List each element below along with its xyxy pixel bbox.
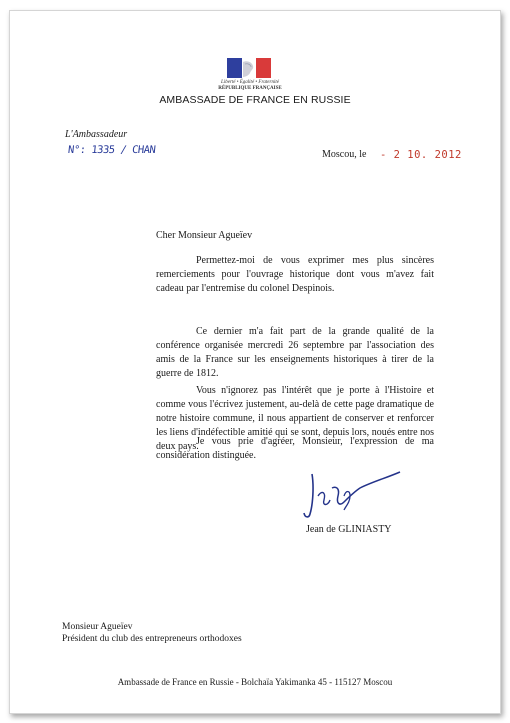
salutation: Cher Monsieur Agueïev <box>156 230 253 241</box>
handwritten-signature <box>300 466 410 528</box>
signer-name: Jean de GLINIASTY <box>306 524 392 535</box>
letter-page <box>9 10 501 714</box>
dateline-place: Moscou, le <box>322 149 367 160</box>
recipient-role: Président du club des entrepreneurs orthodoxes <box>62 634 242 644</box>
body-paragraph: Ce dernier m'a fait part de la grande qualité de la conférence organisée mercredi 26 septembre par l'association des amis de la France sur les enseignements historiques à tirer de la guerre de 1812. <box>156 326 434 379</box>
recipient-name: Monsieur Agueïev <box>62 622 133 632</box>
body-paragraph: Vous n'ignorez pas l'intérêt que je porte à l'Histoire et comme vous l'écrivez justement, au-delà de cette page dramatique de notre histoire commune, il nous appartient de conserver et renforcer les liens d'indéfectible amitié qui se sont, depuis lors, noués entre nos deux pays. <box>156 385 434 452</box>
footer-address: Ambassade de France en Russie - Bolchaïa Yakimanka 45 - 115127 Moscou <box>117 677 393 687</box>
closing-paragraph: Je vous prie d'agréer, Monsieur, l'expression de ma considération distinguée. <box>156 436 434 461</box>
logo-republic-label: RÉPUBLIQUE FRANÇAISE <box>218 86 282 91</box>
body-paragraph: Permettez-moi de vous exprimer mes plus sincères remerciements pour l'ouvrage historique dont vous m'avez fait cadeau par l'entremise du colonel Despinois. <box>156 255 434 294</box>
sender-title: L'Ambassadeur <box>65 129 128 140</box>
embassy-heading: AMBASSADE DE FRANCE EN RUSSIE <box>159 94 351 106</box>
handwritten-reference: N°: 1335 / CHAN <box>67 144 156 156</box>
date-stamp: - 2 10. 2012 <box>380 149 462 161</box>
logo-motto: Liberté • Égalité • Fraternité <box>221 80 279 85</box>
